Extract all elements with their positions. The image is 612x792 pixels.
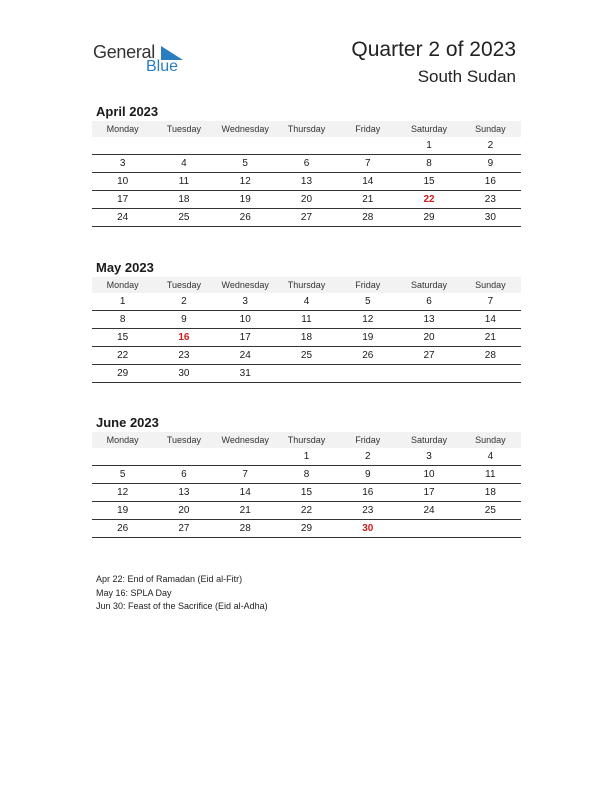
day-cell: 23 xyxy=(460,191,521,209)
day-cell: 10 xyxy=(215,311,276,329)
empty-day-cell xyxy=(153,448,214,466)
week-row xyxy=(92,137,521,155)
holiday-day-cell: 30 xyxy=(337,520,398,538)
weekday-header: Saturday xyxy=(398,277,459,293)
empty-day-cell xyxy=(92,448,153,466)
day-cell: 23 xyxy=(153,347,214,365)
empty-day-cell xyxy=(215,137,276,155)
weekday-header: Saturday xyxy=(398,432,459,448)
holiday-notes xyxy=(96,573,268,614)
week-row xyxy=(92,293,521,311)
day-cell: 5 xyxy=(337,293,398,311)
week-row xyxy=(92,520,521,538)
day-cell: 19 xyxy=(337,329,398,347)
day-cell: 9 xyxy=(460,155,521,173)
day-cell: 16 xyxy=(460,173,521,191)
empty-day-cell xyxy=(398,520,459,538)
day-cell: 11 xyxy=(153,173,214,191)
day-cell: 7 xyxy=(337,155,398,173)
day-cell: 25 xyxy=(460,502,521,520)
weekday-header-row xyxy=(92,121,521,137)
day-cell: 15 xyxy=(92,329,153,347)
day-cell: 1 xyxy=(92,293,153,311)
weekday-header: Thursday xyxy=(276,432,337,448)
day-cell: 1 xyxy=(276,448,337,466)
day-cell: 2 xyxy=(153,293,214,311)
day-cell: 27 xyxy=(398,347,459,365)
day-cell: 14 xyxy=(460,311,521,329)
day-cell: 3 xyxy=(398,448,459,466)
generalblue-logo xyxy=(93,40,193,80)
day-cell: 21 xyxy=(215,502,276,520)
empty-day-cell xyxy=(276,137,337,155)
day-cell: 28 xyxy=(337,209,398,227)
calendar-grid xyxy=(92,277,521,383)
weekday-header: Sunday xyxy=(460,277,521,293)
weekday-header: Monday xyxy=(92,121,153,137)
day-cell: 10 xyxy=(92,173,153,191)
day-cell: 7 xyxy=(215,466,276,484)
day-cell: 20 xyxy=(398,329,459,347)
day-cell: 24 xyxy=(92,209,153,227)
day-cell: 6 xyxy=(276,155,337,173)
day-cell: 8 xyxy=(92,311,153,329)
day-cell: 16 xyxy=(337,484,398,502)
day-cell: 15 xyxy=(276,484,337,502)
day-cell: 19 xyxy=(92,502,153,520)
weekday-header-row xyxy=(92,277,521,293)
day-cell: 29 xyxy=(92,365,153,383)
day-cell: 26 xyxy=(215,209,276,227)
day-cell: 6 xyxy=(398,293,459,311)
day-cell: 14 xyxy=(215,484,276,502)
country-name: South Sudan xyxy=(417,67,516,86)
day-cell: 18 xyxy=(460,484,521,502)
weekday-header: Wednesday xyxy=(215,121,276,137)
month-title: June 2023 xyxy=(96,415,159,430)
day-cell: 26 xyxy=(337,347,398,365)
day-cell: 27 xyxy=(153,520,214,538)
day-cell: 15 xyxy=(398,173,459,191)
day-cell: 18 xyxy=(153,191,214,209)
weekday-header: Wednesday xyxy=(215,277,276,293)
weekday-header: Friday xyxy=(337,432,398,448)
day-cell: 23 xyxy=(337,502,398,520)
day-cell: 14 xyxy=(337,173,398,191)
holiday-day-cell: 16 xyxy=(153,329,214,347)
weekday-header: Tuesday xyxy=(153,277,214,293)
week-row xyxy=(92,365,521,383)
month-title: April 2023 xyxy=(96,104,159,119)
weekday-header: Wednesday xyxy=(215,432,276,448)
day-cell: 8 xyxy=(276,466,337,484)
day-cell: 9 xyxy=(337,466,398,484)
empty-day-cell xyxy=(337,365,398,383)
month-april xyxy=(92,102,521,227)
empty-day-cell xyxy=(153,137,214,155)
day-cell: 4 xyxy=(153,155,214,173)
week-row xyxy=(92,466,521,484)
empty-day-cell xyxy=(337,137,398,155)
weekday-header: Saturday xyxy=(398,121,459,137)
day-cell: 30 xyxy=(460,209,521,227)
day-cell: 1 xyxy=(398,137,459,155)
day-cell: 13 xyxy=(276,173,337,191)
day-cell: 19 xyxy=(215,191,276,209)
day-cell: 22 xyxy=(92,347,153,365)
day-cell: 3 xyxy=(215,293,276,311)
day-cell: 13 xyxy=(153,484,214,502)
holiday-note: Jun 30: Feast of the Sacrifice (Eid al-Adha) xyxy=(96,601,268,611)
week-row xyxy=(92,484,521,502)
weekday-header: Monday xyxy=(92,277,153,293)
day-cell: 22 xyxy=(276,502,337,520)
empty-day-cell xyxy=(460,365,521,383)
day-cell: 12 xyxy=(92,484,153,502)
day-cell: 17 xyxy=(92,191,153,209)
month-title: May 2023 xyxy=(96,260,154,275)
weekday-header: Sunday xyxy=(460,121,521,137)
day-cell: 25 xyxy=(276,347,337,365)
logo-text-general: General xyxy=(93,42,155,62)
day-cell: 2 xyxy=(460,137,521,155)
week-row xyxy=(92,209,521,227)
empty-day-cell xyxy=(460,520,521,538)
day-cell: 30 xyxy=(153,365,214,383)
day-cell: 7 xyxy=(460,293,521,311)
day-cell: 5 xyxy=(215,155,276,173)
day-cell: 10 xyxy=(398,466,459,484)
day-cell: 12 xyxy=(215,173,276,191)
day-cell: 13 xyxy=(398,311,459,329)
day-cell: 11 xyxy=(460,466,521,484)
day-cell: 11 xyxy=(276,311,337,329)
week-row xyxy=(92,502,521,520)
logo-text-blue: Blue xyxy=(146,58,179,75)
day-cell: 24 xyxy=(215,347,276,365)
weekday-header: Sunday xyxy=(460,432,521,448)
day-cell: 18 xyxy=(276,329,337,347)
day-cell: 29 xyxy=(276,520,337,538)
holiday-day-cell: 22 xyxy=(398,191,459,209)
day-cell: 20 xyxy=(276,191,337,209)
weekday-header: Tuesday xyxy=(153,121,214,137)
day-cell: 6 xyxy=(153,466,214,484)
day-cell: 26 xyxy=(92,520,153,538)
empty-day-cell xyxy=(92,137,153,155)
day-cell: 20 xyxy=(153,502,214,520)
weekday-header: Friday xyxy=(337,277,398,293)
weekday-header: Tuesday xyxy=(153,432,214,448)
empty-day-cell xyxy=(398,365,459,383)
day-cell: 12 xyxy=(337,311,398,329)
day-cell: 17 xyxy=(398,484,459,502)
week-row xyxy=(92,347,521,365)
day-cell: 5 xyxy=(92,466,153,484)
day-cell: 17 xyxy=(215,329,276,347)
day-cell: 28 xyxy=(215,520,276,538)
holiday-note: May 16: SPLA Day xyxy=(96,587,172,598)
day-cell: 21 xyxy=(460,329,521,347)
day-cell: 21 xyxy=(337,191,398,209)
holiday-note: Apr 22: End of Ramadan (Eid al-Fitr) xyxy=(96,574,243,584)
empty-day-cell xyxy=(276,365,337,383)
weekday-header: Friday xyxy=(337,121,398,137)
week-row xyxy=(92,191,521,209)
month-june xyxy=(92,413,521,538)
weekday-header: Thursday xyxy=(276,121,337,137)
calendar-grid xyxy=(92,432,521,538)
day-cell: 24 xyxy=(398,502,459,520)
calendar-grid xyxy=(92,121,521,227)
day-cell: 31 xyxy=(215,365,276,383)
day-cell: 4 xyxy=(460,448,521,466)
week-row xyxy=(92,173,521,191)
week-row xyxy=(92,329,521,347)
day-cell: 29 xyxy=(398,209,459,227)
weekday-header: Monday xyxy=(92,432,153,448)
day-cell: 25 xyxy=(153,209,214,227)
week-row xyxy=(92,448,521,466)
weekday-header-row xyxy=(92,432,521,448)
day-cell: 9 xyxy=(153,311,214,329)
day-cell: 3 xyxy=(92,155,153,173)
month-may xyxy=(92,258,521,383)
empty-day-cell xyxy=(215,448,276,466)
weekday-header: Thursday xyxy=(276,277,337,293)
day-cell: 2 xyxy=(337,448,398,466)
day-cell: 8 xyxy=(398,155,459,173)
day-cell: 4 xyxy=(276,293,337,311)
week-row xyxy=(92,155,521,173)
day-cell: 27 xyxy=(276,209,337,227)
page-title: Quarter 2 of 2023 xyxy=(351,38,516,61)
week-row xyxy=(92,311,521,329)
day-cell: 28 xyxy=(460,347,521,365)
